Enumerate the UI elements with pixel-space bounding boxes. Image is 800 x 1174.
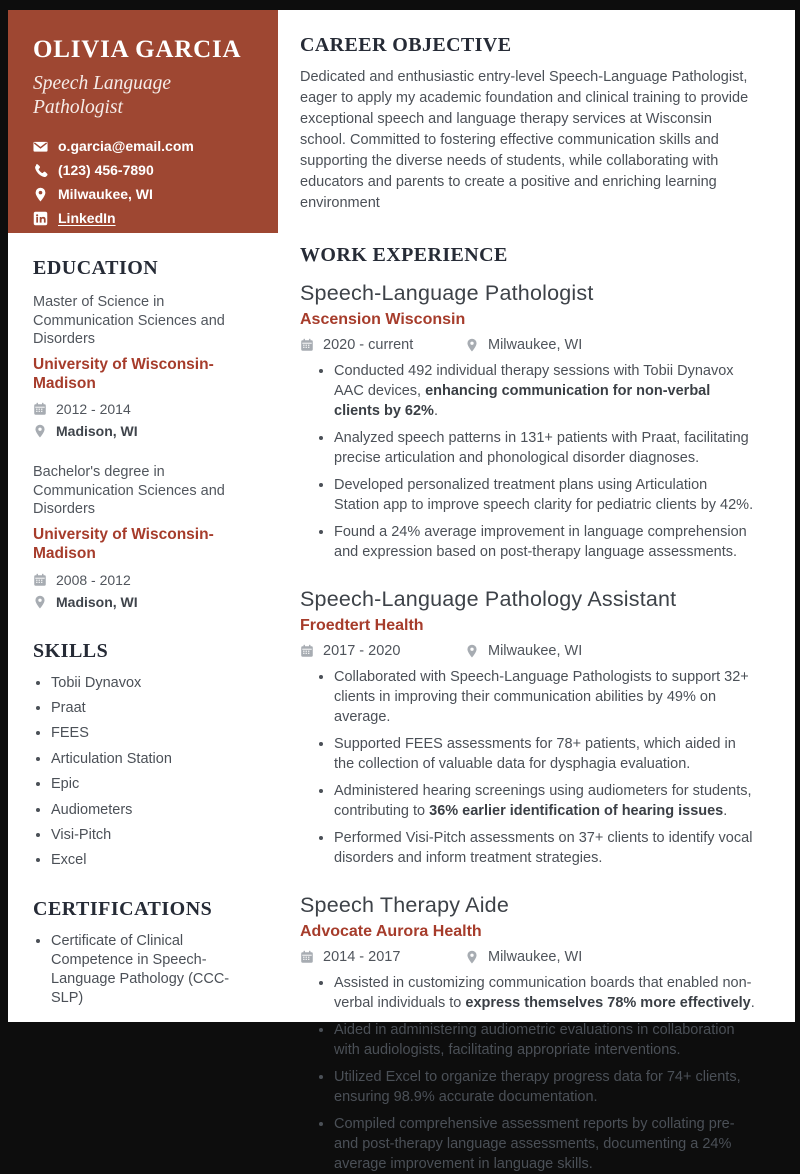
skill-item: • Excel — [51, 851, 254, 870]
job-bullet: • Utilized Excel to organize therapy progress data for 74+ clients, ensuring 98.9% accurate documentation. — [334, 1067, 755, 1107]
job-bullet: • Conducted 492 individual therapy sessions with Tobii Dynavox AAC devices, enhancing communication for non-verbal clients by 62%. — [334, 361, 755, 421]
dates-text: 2008 - 2012 — [56, 571, 131, 588]
map-pin-icon — [465, 338, 479, 352]
location-text: Madison, WI — [56, 423, 138, 440]
sidebar — [8, 10, 278, 1022]
job-bullet: • Performed Visi-Pitch assessments on 37+ clients to identify vocal disorders and inform treatment strategies. — [334, 828, 755, 868]
company-name: Froedtert Health — [300, 617, 424, 635]
person-name: OLIVIA GARCIA — [33, 36, 242, 63]
job-dates — [300, 337, 465, 353]
education-section — [33, 257, 254, 610]
job-location — [465, 337, 582, 353]
job-bullet: • Compiled comprehensive assessment reports by collating pre- and post-therapy language assessments, documenting a 24% average improvement in language skills. — [334, 1114, 755, 1174]
education-list — [33, 293, 254, 610]
certifications-heading: CERTIFICATIONS — [33, 898, 213, 921]
skill-item: • Tobii Dynavox — [51, 674, 254, 693]
skill-item: • Visi-Pitch — [51, 826, 254, 845]
main-column — [278, 10, 795, 1173]
job-bullet: • Supported FEES assessments for 78+ patients, which aided in the collection of valuable data for dysphagia evaluation. — [334, 734, 755, 774]
contact-row — [33, 162, 256, 178]
education-item — [33, 293, 254, 439]
location-text: Milwaukee, WI — [488, 949, 583, 966]
job-meta — [300, 643, 755, 659]
calendar-icon — [300, 950, 314, 964]
contact-row — [33, 186, 256, 202]
calendar-icon — [300, 338, 314, 352]
job-list — [300, 281, 755, 1174]
linkedin-link[interactable]: LinkedIn — [58, 210, 116, 227]
contact-row — [33, 138, 256, 154]
resume-page — [8, 10, 795, 1173]
phone-icon — [33, 163, 48, 178]
skill-item: • FEES — [51, 724, 254, 743]
job-bullet: • Aided in administering audiometric evaluations in collaboration with audiologists, facilitating appropriate interventions. — [334, 1020, 755, 1060]
map-pin-icon — [33, 595, 47, 609]
location-text: Milwaukee, WI — [488, 643, 583, 660]
degree-name: Master of Science in Communication Sciences and Disorders — [33, 294, 225, 348]
education-location — [33, 594, 254, 610]
contact-value: Milwaukee, WI — [58, 186, 153, 203]
map-pin-icon — [465, 950, 479, 964]
job-bullet-list — [334, 973, 755, 1174]
job-entry — [300, 281, 755, 562]
job-entry — [300, 893, 755, 1174]
dates-text: 2017 - 2020 — [323, 643, 401, 660]
school-name: University of Wisconsin-Madison — [33, 526, 214, 563]
career-objective-heading: CAREER OBJECTIVE — [300, 34, 512, 56]
career-objective-text: Dedicated and enthusiastic entry-level Speech-Language Pathologist, eager to apply my academic foundation and clinical training to provide exceptional speech and language therapy services at Wisconsin school. Committed to fostering effective communication skills and supporting the diverse needs of students, while collaborating with educators and parents to create a positive and enriching learning environment — [300, 69, 749, 212]
certifications-list — [51, 932, 254, 1007]
dates-text: 2012 - 2014 — [56, 401, 131, 418]
education-item — [33, 463, 254, 609]
location-text: Milwaukee, WI — [488, 337, 583, 354]
map-pin-icon — [465, 644, 479, 658]
skill-item: • Articulation Station — [51, 750, 254, 769]
skill-item: • Audiometers — [51, 801, 254, 820]
education-heading: EDUCATION — [33, 257, 159, 279]
skill-item: • Praat — [51, 699, 254, 718]
job-bullet: • Found a 24% average improvement in language comprehension and expression based on post-therapy language assessments. — [334, 522, 755, 562]
job-dates — [300, 643, 465, 659]
certifications-section — [33, 898, 254, 1007]
degree-name: Bachelor's degree in Communication Sciences and Disorders — [33, 464, 225, 518]
person-job-title: Speech Language Pathologist — [33, 72, 172, 118]
company-name: Advocate Aurora Health — [300, 923, 482, 941]
job-location — [465, 643, 582, 659]
job-title: Speech-Language Pathology Assistant — [300, 587, 677, 612]
work-experience-heading: WORK EXPERIENCE — [300, 244, 508, 267]
calendar-icon — [33, 573, 47, 587]
calendar-icon — [300, 644, 314, 658]
job-entry — [300, 587, 755, 868]
education-dates — [33, 401, 254, 417]
job-bullet: • Developed personalized treatment plans using Articulation Station app to improve speech clarity for pediatric clients by 42%. — [334, 475, 755, 515]
location-text: Madison, WI — [56, 593, 138, 610]
header-block — [8, 10, 278, 233]
calendar-icon — [33, 402, 47, 416]
contact-list — [33, 138, 256, 226]
map-pin-icon — [33, 187, 48, 202]
contact-value: (123) 456-7890 — [58, 162, 154, 179]
certification-item: • Certificate of Clinical Competence in Speech-Language Pathology (CCC-SLP) — [51, 932, 254, 1007]
education-location — [33, 423, 254, 439]
job-title: Speech-Language Pathologist — [300, 281, 594, 306]
skills-section — [33, 640, 254, 870]
map-pin-icon — [33, 424, 47, 438]
education-dates — [33, 572, 254, 588]
contact-row — [33, 210, 256, 226]
envelope-icon — [33, 139, 48, 154]
job-bullet-list — [334, 667, 755, 868]
company-name: Ascension Wisconsin — [300, 311, 466, 329]
job-title: Speech Therapy Aide — [300, 893, 509, 918]
job-bullet: • Analyzed speech patterns in 131+ patients with Praat, facilitating precise articulation and phonological disorder diagnoses. — [334, 428, 755, 468]
dates-text: 2014 - 2017 — [323, 949, 401, 966]
job-bullet: • Collaborated with Speech-Language Pathologists to support 32+ clients in improving their communication abilities by 49% on average. — [334, 667, 755, 727]
skills-heading: SKILLS — [33, 639, 109, 662]
linkedin-icon — [33, 211, 48, 226]
job-dates — [300, 949, 465, 965]
job-meta — [300, 337, 755, 353]
work-experience-section — [300, 244, 755, 1174]
dates-text: 2020 - current — [323, 337, 414, 354]
sidebar-body — [8, 233, 278, 1007]
job-bullet: • Assisted in customizing communication boards that enabled non-verbal individuals to express themselves 78% more effectively. — [334, 973, 755, 1013]
career-objective-section — [300, 34, 755, 214]
school-name: University of Wisconsin-Madison — [33, 355, 214, 393]
skills-list — [51, 674, 254, 870]
job-bullet: • Administered hearing screenings using audiometers for students, contributing to 36% earlier identification of hearing issues. — [334, 781, 755, 821]
contact-value: o.garcia@email.com — [58, 138, 194, 155]
job-bullet-list — [334, 361, 755, 562]
job-meta — [300, 949, 755, 965]
job-location — [465, 949, 582, 965]
skill-item: • Epic — [51, 775, 254, 794]
